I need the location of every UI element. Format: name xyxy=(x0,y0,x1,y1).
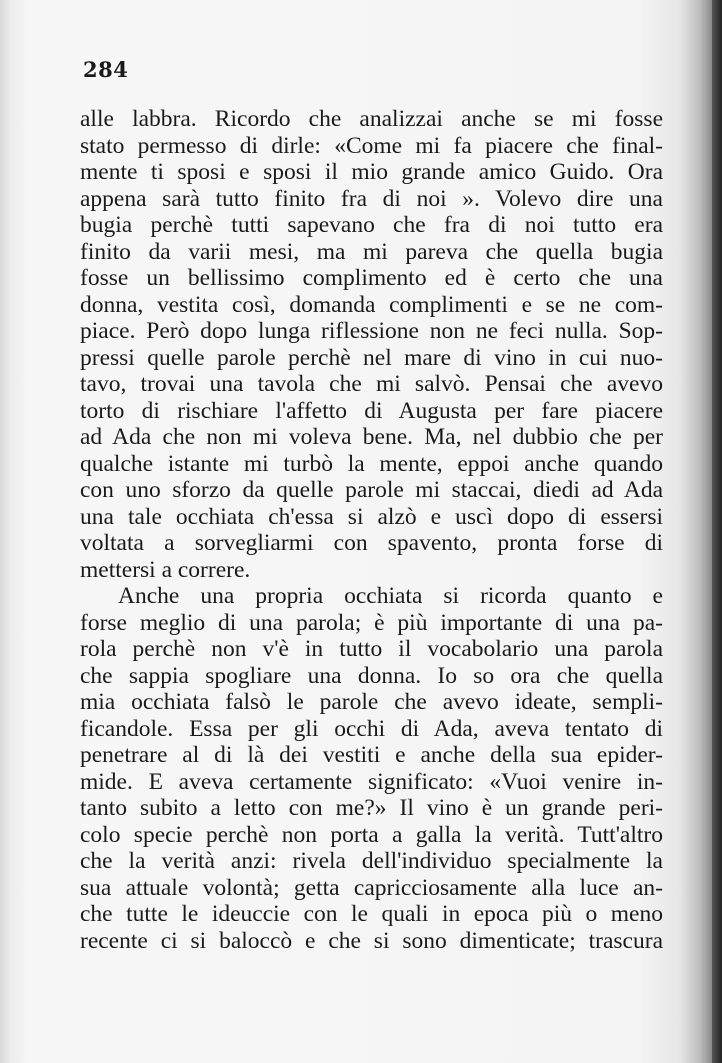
page-number: 284 xyxy=(83,57,129,82)
text-line: che tutte le ideuccie con le quali in epoca più o meno xyxy=(80,901,663,927)
paragraph-start-line: Anche una propria occhiata si ricorda quanto e xyxy=(118,583,663,609)
text-line: sua attuale volontà; getta capricciosamente alla luce an- xyxy=(80,874,663,901)
page-binding-edge xyxy=(712,0,722,1063)
text-line: qualche istante mi turbò la mente, eppoi anche quando xyxy=(80,450,663,477)
text-line: penetrare al di là dei vestiti e anche della sua epider- xyxy=(80,742,663,768)
text-line: donna, vestita così, domanda complimenti e se ne com- xyxy=(80,291,663,318)
text-line: piace. Però dopo lunga riflessione non ne feci nulla. Sop- xyxy=(80,318,663,344)
text-line: che la verità anzi: rivela dell'individuo specialmente la xyxy=(80,848,663,874)
text-line: mente ti sposi e sposi il mio grande amico Guido. Ora xyxy=(80,159,663,185)
text-line: ficandole. Essa per gli occhi di Ada, aveva tentato di xyxy=(80,715,663,742)
text-line: tavo, trovai una tavola che mi salvò. Pensai che avevo xyxy=(80,371,663,397)
text-line: recente ci si baloccò e che si sono dimenticate; trascura xyxy=(80,927,663,954)
text-line: alle labbra. Ricordo che analizzai anche se mi fosse xyxy=(80,106,663,132)
body-text xyxy=(80,106,663,954)
text-line: rola perchè non v'è in tutto il vocabolario una parola xyxy=(80,636,663,662)
text-line: appena sarà tutto finito fra di noi ». Volevo dire una xyxy=(80,185,663,212)
text-line: bugia perchè tutti sapevano che fra di noi tutto era xyxy=(80,212,663,238)
text-line: tanto subito a letto con me?» Il vino è un grande peri- xyxy=(80,795,663,821)
text-line: con uno sforzo da quelle parole mi staccai, diedi ad Ada xyxy=(80,477,663,503)
paragraph-end-line: mettersi a correre. xyxy=(80,556,251,583)
text-line: torto di rischiare l'affetto di Augusta per fare piacere xyxy=(80,397,663,424)
text-line: una tale occhiata ch'essa si alzò e uscì dopo di essersi xyxy=(80,503,663,530)
text-line: colo specie perchè non porta a galla la verità. Tutt'altro xyxy=(80,821,663,848)
text-line: pressi quelle parole perchè nel mare di vino in cui nuo- xyxy=(80,344,663,371)
text-line: mide. E aveva certamente significato: «Vuoi venire in- xyxy=(80,768,663,795)
text-line: voltata a sorvegliarmi con spavento, pronta forse di xyxy=(80,530,663,556)
text-line: finito da varii mesi, ma mi pareva che quella bugia xyxy=(80,238,663,265)
text-line: forse meglio di una parola; è più importante di una pa- xyxy=(80,609,663,636)
text-line: mia occhiata falsò le parole che avevo ideate, sempli- xyxy=(80,689,663,715)
text-line: che sappia spogliare una donna. Io so ora che quella xyxy=(80,662,663,689)
text-line: stato permesso di dirle: «Come mi fa piacere che final- xyxy=(80,132,663,159)
text-line: fosse un bellissimo complimento ed è certo che una xyxy=(80,265,663,291)
text-line: ad Ada che non mi voleva bene. Ma, nel dubbio che per xyxy=(80,424,663,450)
